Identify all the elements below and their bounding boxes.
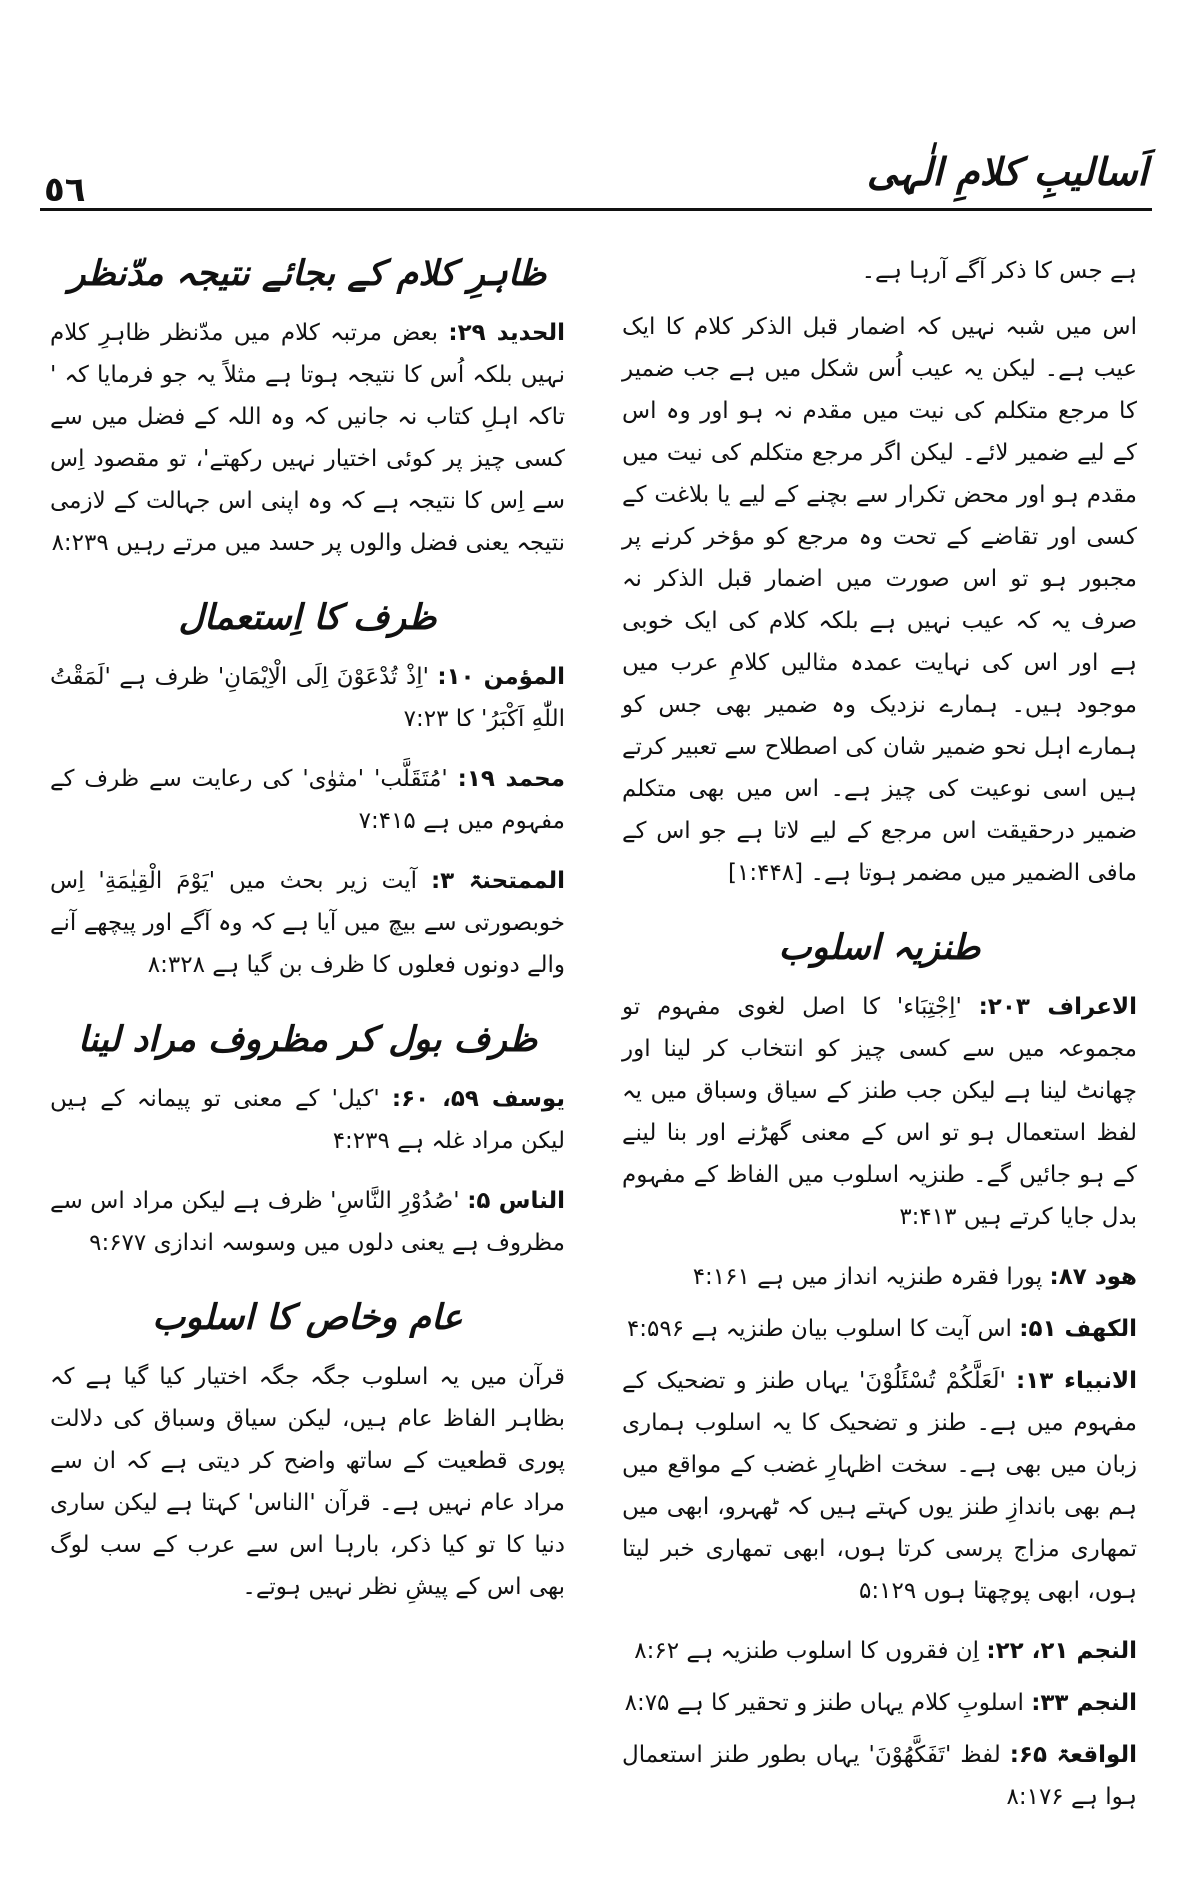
running-title: اَسالیبِ کلامِ الٰہی [866, 150, 1148, 194]
entry-muhammad-19 [50, 758, 565, 842]
entry-text: 'صُدُوْرِ النَّاسِ' ظرف ہے لیکن مراد اس سے مظروف ہے یعنی دلوں میں وسوسہ اندازی ۹:۶۷۷ [50, 1188, 565, 1256]
entry-al-anbiya-13 [622, 1360, 1137, 1612]
entry-ref: یوسف ۵۹، ۶۰: [391, 1086, 565, 1112]
entry-text: آیت زیر بحث میں 'يَوْمَ الْقِيٰمَةِ' اِس خوبصورتی سے بیچ میں آیا ہے کہ وہ آگے اور پیچھے آنے والے دونوں فعلوں کا ظرف بن گیا ہے ۸:۳۲۸ [50, 868, 565, 978]
entry-al-mumtahanah-3 [50, 860, 565, 986]
entry-ref: ھود ۸۷: [1049, 1264, 1137, 1290]
entry-text: اس آیت کا اسلوب بیان طنزیہ ہے ۴:۵۹۶ [626, 1316, 1020, 1342]
entry-ref: الانبیاء ۱۳: [1016, 1368, 1137, 1394]
entry-al-mumin-10 [50, 656, 565, 740]
entry-ref: الناس ۵: [467, 1188, 565, 1214]
intro-paragraph-2: اس میں شبہ نہیں کہ اضمار قبل الذکر کلام کا ایک عیب ہے۔ لیکن یہ عیب اُس شکل میں ہے جب ضمیر کا مرجع متکلم کی نیت میں مقدم نہ ہو اور وہ اس کے لیے ضمیر لائے۔ لیکن اگر مرجع متکلم کی نیت میں مقدم ہو اور محض تکرار سے بچنے کے لیے یا بلاغت کے کسی اور تقاضے کے تحت وہ مرجع کو مؤخر کرنے پر مجبور ہو تو اس صورت میں اضمار قبل الذکر نہ صرف یہ کہ عیب نہیں ہے بلکہ کلام کی ایک خوبی ہے اور اس کی نہایت عمدہ مثالیں کلامِ عرب میں موجود ہیں۔ ہمارے نزدیک وہ ضمیر بھی جس کو ہمارے اہل نحو ضمیر شان کی اصطلاح سے تعبیر کرتے ہیں اسی نوعیت کی چیز ہے۔ اس میں بھی متکلم ضمیر درحقیقت اس مرجع کے لیے لاتا ہے جو اس کے مافی الضمیر میں مضمر ہوتا ہے۔ [۱:۴۴۸] [622, 314, 1137, 886]
section-heading-use-of-zarf: ظرف کا اِستعمال [178, 598, 437, 638]
entry-ref: محمد ۱۹: [457, 766, 565, 792]
entry-ref: الممتحنۃ ۳: [430, 868, 566, 894]
left-column [50, 250, 565, 1622]
entry-ref: النجم ۲۱، ۲۲: [986, 1638, 1137, 1664]
section-heading-satirical-style: طنزیہ اسلوب [778, 928, 981, 968]
entry-text: لفظ 'تَفَكَّهُوْنَ' یہاں بطور طنز استعمال ہوا ہے ۸:۱۷۶ [622, 1742, 1137, 1810]
section-heading-general-specific-style: عام وخاص کا اسلوب [152, 1298, 463, 1338]
header-rule [40, 208, 1152, 211]
entry-al-hadid-29 [50, 312, 565, 564]
general-specific-paragraph: قرآن میں یہ اسلوب جگہ جگہ اختیار کیا گیا ہے کہ بظاہر الفاظ عام ہیں، لیکن سیاق وسباق کی دلالت پوری قطعیت کے ساتھ واضح کر دیتی ہے کہ ان سے مراد عام نہیں ہے۔ قرآن 'الناس' کہتا ہے لیکن ساری دنیا کا تو کیا ذکر، بارہا اس سے عرب کے سب لوگ بھی اس کے پیشِ نظر نہیں ہوتے۔ [50, 1364, 565, 1600]
intro-paragraph-1: ہے جس کا ذکر آگے آرہا ہے۔ [861, 258, 1137, 284]
entry-ref: الحدید ۲۹: [448, 320, 566, 346]
entry-text: 'مُتَقَلَّب' 'مثوٰی' کی رعایت سے ظرف کے مفہوم میں ہے ۷:۴۱۵ [50, 766, 565, 834]
entry-ref: النجم ۳۳: [1031, 1690, 1137, 1716]
entry-text: پورا فقرہ طنزیہ انداز میں ہے ۴:۱۶۱ [692, 1264, 1050, 1290]
entry-an-najm-33 [622, 1682, 1137, 1724]
entry-al-araf-203 [622, 986, 1137, 1238]
page-header [40, 150, 1152, 210]
section-heading-zarf-for-mazruf: ظرف بول کر مظروف مراد لینا [77, 1020, 538, 1060]
right-column [622, 250, 1137, 1828]
entry-text: بعض مرتبہ کلام میں مدّنظر ظاہرِ کلام نہیں بلکہ اُس کا نتیجہ ہوتا ہے مثلاً یہ جو فرمایا کہ ' تاکہ اہلِ کتاب نہ جانیں کہ وہ اللہ کے فضل میں سے کسی چیز پر کوئی اختیار نہیں رکھتے'، تو مقصود اِس سے اِس کا نتیجہ ہے کہ وہ اپنی اس جہالت کے لازمی نتیجہ یعنی فضل والوں پر حسد میں مرتے رہیں ۸:۲۳۹ [50, 320, 565, 556]
entry-ref: الکھف ۵۱: [1019, 1316, 1137, 1342]
entry-text: 'لَعَلَّكُمْ تُسْئَلُوْنَ' یہاں طنز و تضحیک کے مفہوم میں ہے۔ طنز و تضحیک کا یہ اسلوب ہماری زبان میں بھی ہے۔ سخت اظہارِ غضب کے مواقع میں ہم بھی باندازِ طنز یوں کہتے ہیں کہ ٹھہرو، ابھی میں تمھاری مزاج پرسی کرتا ہوں، ابھی تمھاری خبر لیتا ہوں، ابھی پوچھتا ہوں ۵:۱۲۹ [622, 1368, 1137, 1604]
entry-text: 'اِذْ تُدْعَوْنَ اِلَى الْاِيْمَانِ' ظرف ہے 'لَمَقْتُ اللّٰهِ اَكْبَرُ' کا ۷:۲۳ [50, 664, 565, 732]
entry-an-najm-21-22 [622, 1630, 1137, 1672]
entry-an-nas-5 [50, 1180, 565, 1264]
entry-al-waqiah-65 [622, 1734, 1137, 1818]
page-number: ٥٦ [44, 170, 86, 210]
entry-text: اِن فقروں کا اسلوب طنزیہ ہے ۸:۶۲ [634, 1638, 987, 1664]
entry-al-kahf-51 [622, 1308, 1137, 1350]
entry-hud-87 [622, 1256, 1137, 1298]
entry-text: اسلوبِ کلام یہاں طنز و تحقیر کا ہے ۸:۷۵ [624, 1690, 1032, 1716]
entry-ref: المؤمن ۱۰: [437, 664, 565, 690]
entry-text: 'کیل' کے معنی تو پیمانہ کے ہیں لیکن مراد غلہ ہے ۴:۲۳۹ [50, 1086, 565, 1154]
entry-text: 'اِجْتِبَاء' کا اصل لغوی مفہوم تو مجموعہ میں سے کسی چیز کو انتخاب کر لینا اور چھانٹ لینا ہے لیکن جب طنز کے سیاق وسباق میں یہ لفظ استعمال ہو تو اس کے معنی گھڑنے اور بنا لینے کے ہو جائیں گے۔ طنزیہ اسلوب میں الفاظ کے مفہوم بدل جایا کرتے ہیں ۳:۴۱۳ [622, 994, 1137, 1230]
entry-ref: الواقعۃ ۶۵: [1009, 1742, 1137, 1768]
section-heading-result-intended: ظاہرِ کلام کے بجائے نتیجہ مدّنظر [68, 254, 547, 294]
entry-yusuf-59-60 [50, 1078, 565, 1162]
entry-ref: الاعراف ۲۰۳: [978, 994, 1137, 1020]
